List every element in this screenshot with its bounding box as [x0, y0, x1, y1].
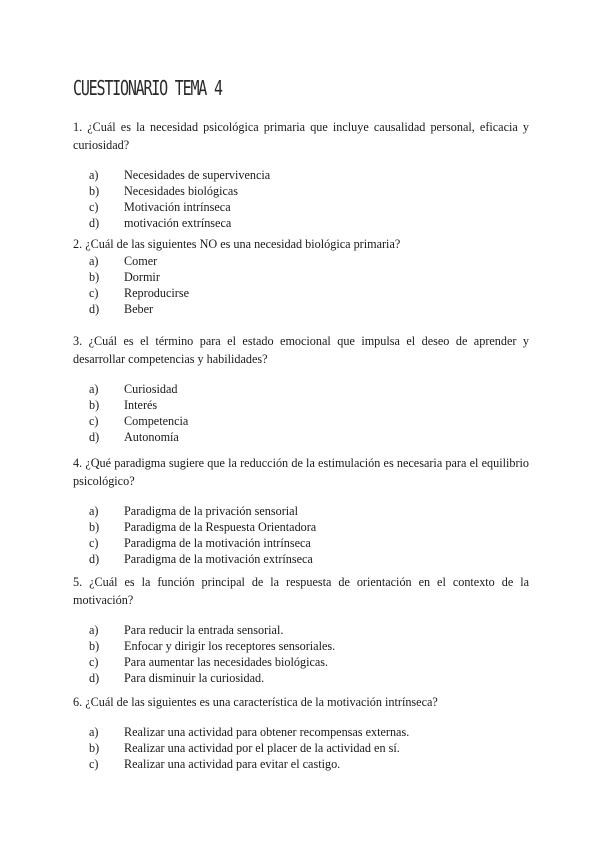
- option-d: [89, 301, 529, 317]
- option-a: [89, 167, 529, 183]
- question-text: 1. ¿Cuál es la necesidad psicológica primaria que incluye causalidad personal, eficacia y curiosidad?: [73, 120, 529, 152]
- question-text: 4. ¿Qué paradigma sugiere que la reducción de la estimulación es necesaria para el equilibrio psicológico?: [73, 456, 529, 488]
- option-text: Paradigma de la motivación extrínseca: [124, 552, 313, 566]
- option-text: Realizar una actividad por el placer de la actividad en sí.: [124, 741, 400, 755]
- option-b: [89, 519, 529, 535]
- option-letter: d): [89, 552, 100, 566]
- option-letter: d): [89, 216, 100, 230]
- option-text: Beber: [124, 302, 154, 316]
- option-letter: a): [89, 254, 99, 268]
- option-letter: c): [89, 655, 99, 669]
- question-text: 3. ¿Cuál es el término para el estado emocional que impulsa el deseo de aprender y desarrollar competencias y habilidades?: [73, 334, 529, 366]
- option-letter: b): [89, 184, 100, 198]
- option-letter: c): [89, 757, 99, 771]
- option-d: [89, 670, 529, 686]
- option-letter: c): [89, 286, 99, 300]
- option-letter: b): [89, 520, 100, 534]
- document-title: CUESTIONARIO TEMA 4: [73, 76, 222, 101]
- option-b: [89, 740, 529, 756]
- option-d: [89, 215, 529, 231]
- question-1: [73, 118, 529, 231]
- options-list: [73, 167, 529, 231]
- option-text: Paradigma de la privación sensorial: [124, 504, 298, 518]
- option-letter: d): [89, 671, 100, 685]
- option-text: Realizar una actividad para evitar el castigo.: [124, 757, 341, 771]
- option-a: [89, 724, 529, 740]
- option-text: Interés: [124, 398, 158, 412]
- option-text: Curiosidad: [124, 382, 178, 396]
- option-a: [89, 381, 529, 397]
- option-text: Competencia: [124, 414, 189, 428]
- option-text: Para disminuir la curiosidad.: [124, 671, 265, 685]
- options-list: [73, 503, 529, 567]
- option-c: [89, 285, 529, 301]
- option-a: [89, 503, 529, 519]
- options-list: [73, 381, 529, 445]
- question-3: [73, 332, 529, 445]
- option-letter: c): [89, 536, 99, 550]
- option-letter: a): [89, 623, 99, 637]
- option-letter: a): [89, 168, 99, 182]
- option-text: Necesidades biológicas: [124, 184, 239, 198]
- option-a: [89, 253, 529, 269]
- option-text: Autonomía: [124, 430, 179, 444]
- option-letter: c): [89, 414, 99, 428]
- option-letter: a): [89, 504, 99, 518]
- question-5: [73, 573, 529, 686]
- option-b: [89, 183, 529, 199]
- option-text: Comer: [124, 254, 158, 268]
- option-text: motivación extrínseca: [124, 216, 232, 230]
- question-text: 5. ¿Cuál es la función principal de la respuesta de orientación en el contexto de la motivación?: [73, 575, 529, 607]
- option-letter: c): [89, 200, 99, 214]
- option-c: [89, 535, 529, 551]
- option-b: [89, 397, 529, 413]
- option-a: [89, 622, 529, 638]
- question-text: 2. ¿Cuál de las siguientes NO es una necesidad biológica primaria?: [73, 237, 401, 251]
- option-d: [89, 551, 529, 567]
- options-list: [73, 622, 529, 686]
- option-b: [89, 269, 529, 285]
- option-c: [89, 756, 529, 772]
- options-list: [73, 253, 529, 317]
- option-c: [89, 413, 529, 429]
- option-text: Paradigma de la Respuesta Orientadora: [124, 520, 317, 534]
- option-letter: d): [89, 430, 100, 444]
- option-letter: b): [89, 639, 100, 653]
- option-c: [89, 654, 529, 670]
- option-text: Realizar una actividad para obtener recompensas externas.: [124, 725, 410, 739]
- question-6: [73, 693, 529, 772]
- option-text: Paradigma de la motivación intrínseca: [124, 536, 311, 550]
- option-text: Enfocar y dirigir los receptores sensoriales.: [124, 639, 336, 653]
- options-list: [73, 724, 529, 772]
- option-letter: b): [89, 741, 100, 755]
- option-letter: a): [89, 725, 99, 739]
- option-text: Necesidades de supervivencia: [124, 168, 271, 182]
- option-letter: d): [89, 302, 100, 316]
- option-text: Para reducir la entrada sensorial.: [124, 623, 284, 637]
- option-b: [89, 638, 529, 654]
- option-text: Para aumentar las necesidades biológicas.: [124, 655, 329, 669]
- question-text: 6. ¿Cuál de las siguientes es una característica de la motivación intrínseca?: [73, 695, 438, 709]
- option-letter: b): [89, 398, 100, 412]
- option-text: Reproducirse: [124, 286, 189, 300]
- question-2: [73, 235, 529, 317]
- option-letter: a): [89, 382, 99, 396]
- option-letter: b): [89, 270, 100, 284]
- option-d: [89, 429, 529, 445]
- option-c: [89, 199, 529, 215]
- question-4: [73, 454, 529, 567]
- option-text: Dormir: [124, 270, 160, 284]
- option-text: Motivación intrínseca: [124, 200, 231, 214]
